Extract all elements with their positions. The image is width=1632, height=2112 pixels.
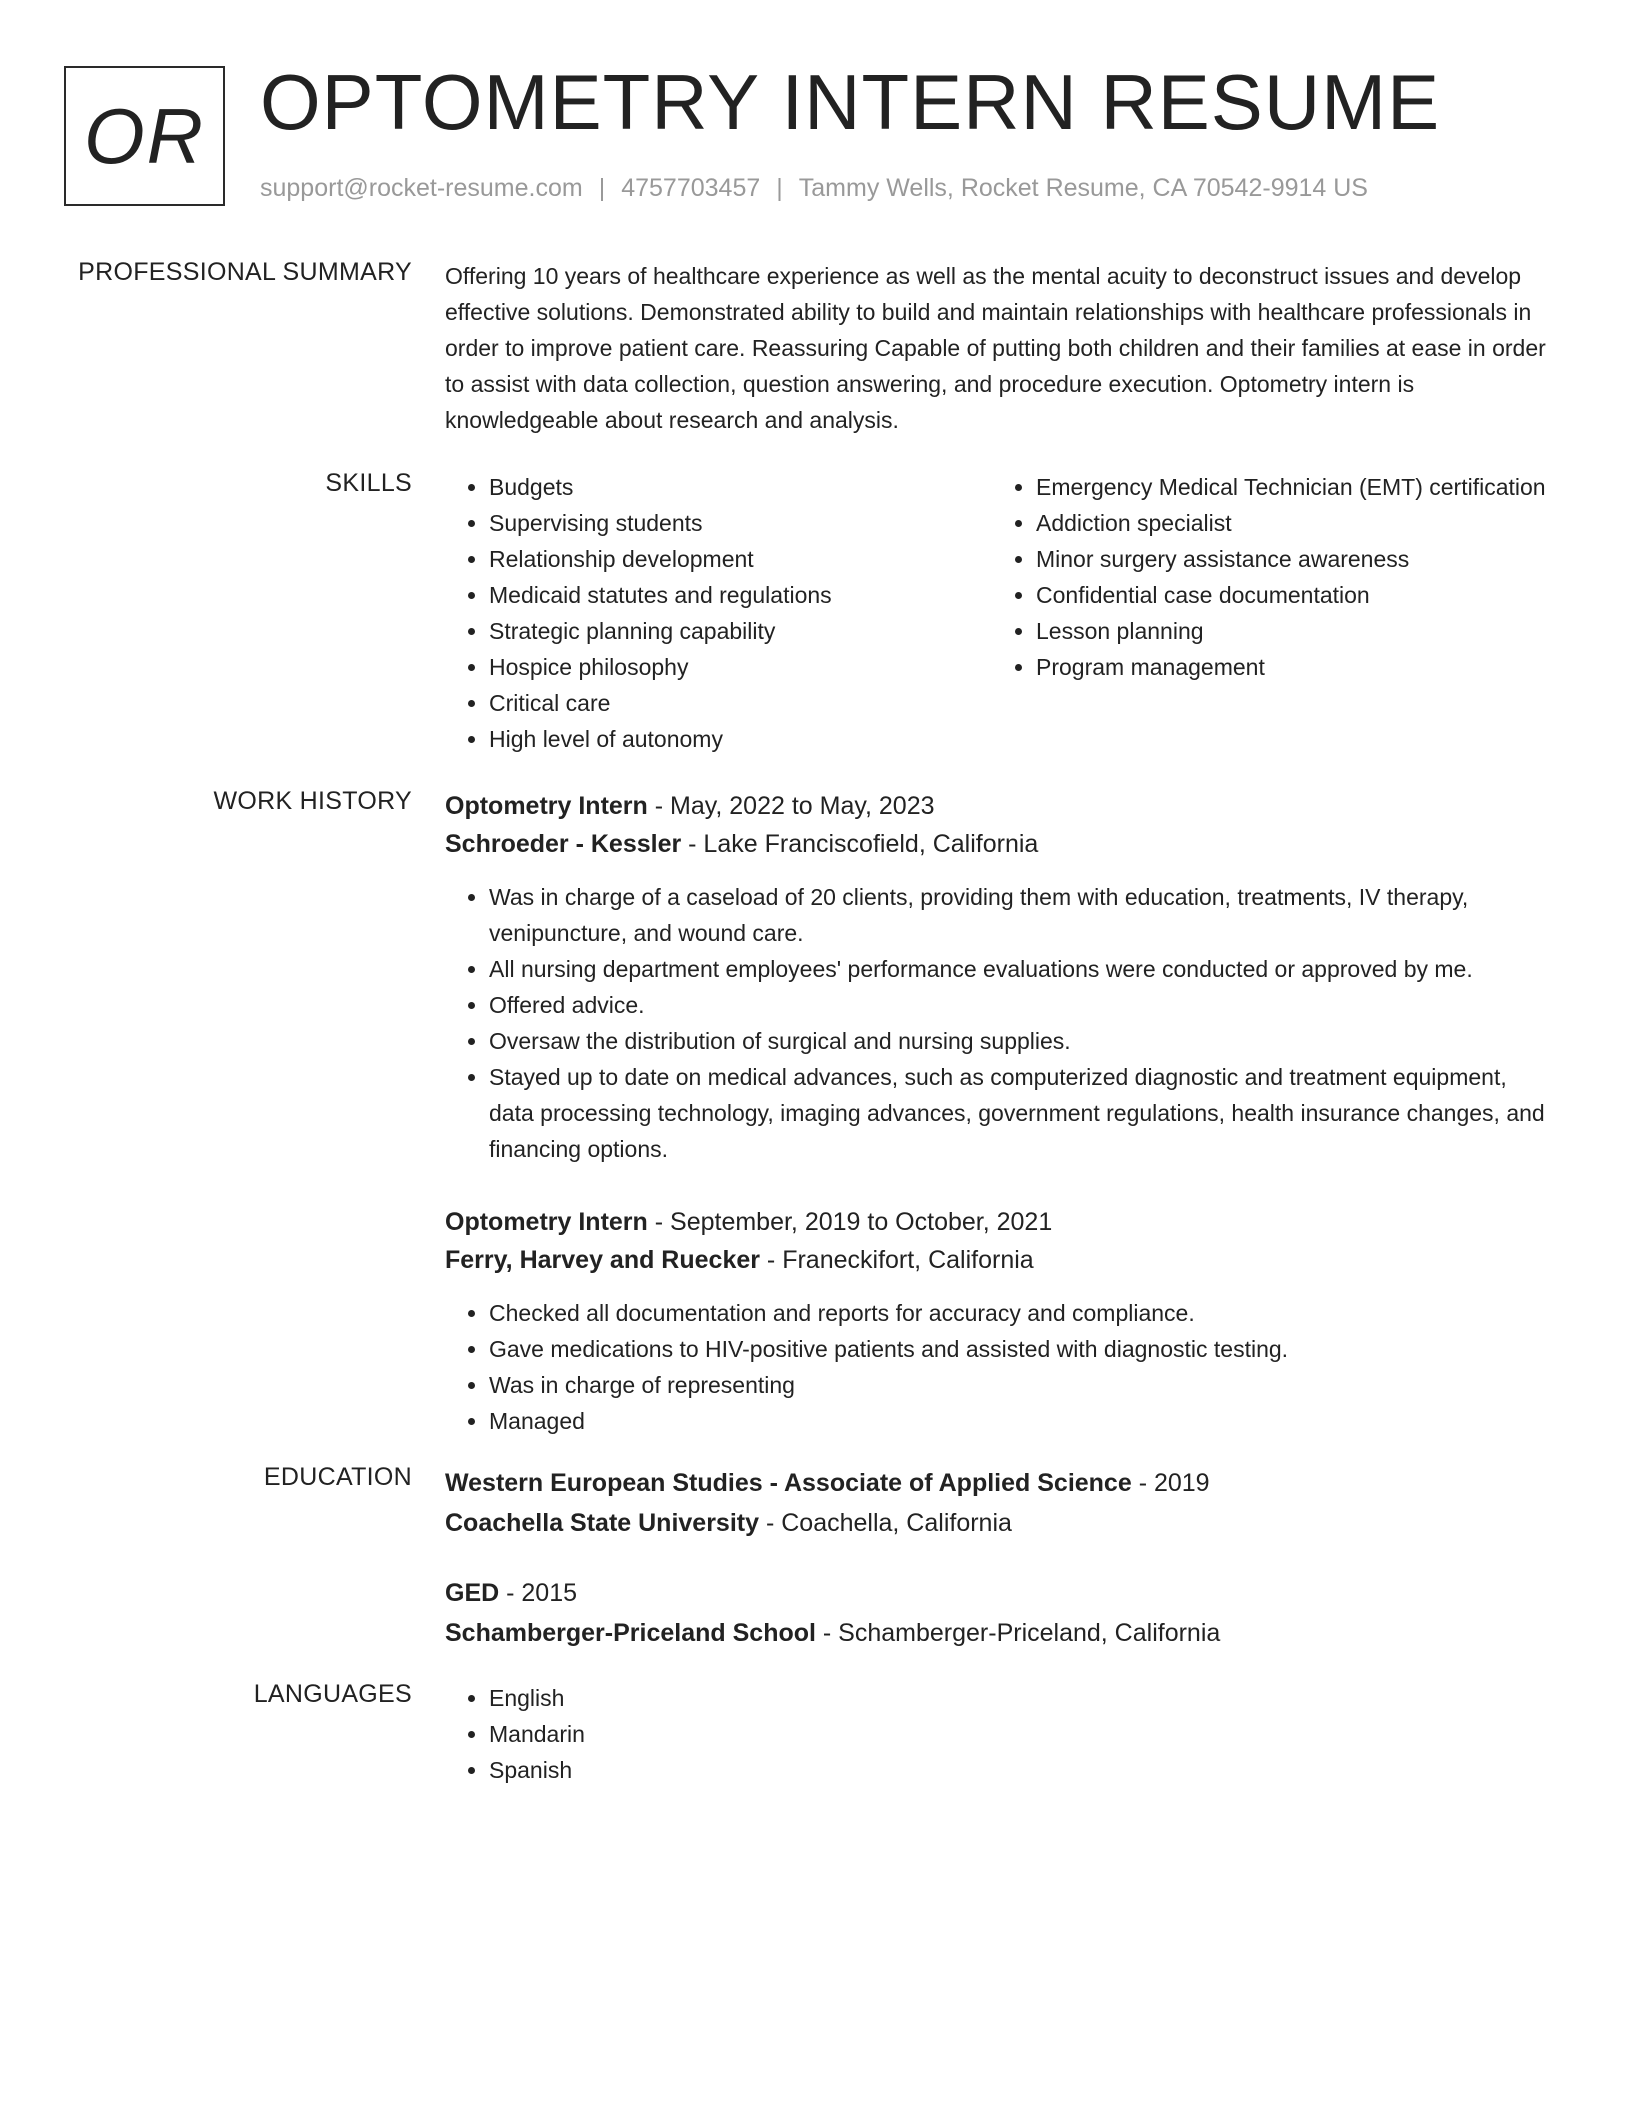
education-school: Schamberger-Priceland School bbox=[445, 1619, 816, 1647]
job-duty: • Offered advice. bbox=[489, 987, 1555, 1023]
job-dates: - September, 2019 to October, 2021 bbox=[647, 1208, 1053, 1236]
job-duty: • All nursing department employees' performance evaluations were conducted or approved by me. bbox=[489, 951, 1555, 987]
education-school: Coachella State University bbox=[445, 1509, 760, 1537]
skills-body bbox=[445, 469, 1555, 757]
education-degree-line bbox=[445, 1463, 1555, 1503]
job-dates: - May, 2022 to May, 2023 bbox=[647, 792, 935, 820]
skills-list bbox=[445, 469, 992, 757]
contact-email: support@rocket-resume.com bbox=[260, 174, 583, 202]
skill-item: • Hospice philosophy bbox=[489, 649, 992, 685]
skill-item: • Supervising students bbox=[489, 505, 992, 541]
job-duty: • Managed bbox=[489, 1403, 1555, 1439]
education-degree: GED bbox=[445, 1579, 500, 1607]
job-company-line bbox=[445, 825, 1555, 863]
job-location: - Lake Franciscofield, California bbox=[681, 830, 1039, 858]
job-title-line bbox=[445, 787, 1555, 825]
education-entry bbox=[445, 1463, 1555, 1543]
job-duties-list bbox=[445, 879, 1555, 1167]
language-item: • English bbox=[489, 1680, 1555, 1716]
contact-line bbox=[260, 174, 1368, 203]
job-duty: • Checked all documentation and reports for accuracy and compliance. bbox=[489, 1295, 1555, 1331]
skills-column-2 bbox=[992, 469, 1555, 757]
education-school-line bbox=[445, 1503, 1555, 1543]
skill-item: • Lesson planning bbox=[1036, 613, 1555, 649]
job-company: Ferry, Harvey and Ruecker bbox=[445, 1246, 760, 1274]
work-history-body bbox=[445, 787, 1555, 1475]
education-year: - 2015 bbox=[499, 1579, 578, 1607]
job-company-line bbox=[445, 1241, 1555, 1279]
skill-item: • Confidential case documentation bbox=[1036, 577, 1555, 613]
section-label-summary: PROFESSIONAL SUMMARY bbox=[78, 258, 412, 286]
job-title: Optometry Intern bbox=[445, 792, 648, 820]
summary-text: Offering 10 years of healthcare experience as well as the mental acuity to deconstruct issues and develop effective solutions. Demonstrated ability to build and maintain relationships with healthcare professionals in order to improve patient care. Reassuring Capable of putting both children and their families at ease in order to assist with data collection, question answering, and procedure execution. Optometry intern is knowledgeable about research and analysis. bbox=[445, 263, 1546, 433]
language-item: • Spanish bbox=[489, 1752, 1555, 1788]
education-degree: Western European Studies - Associate of Applied Science bbox=[445, 1469, 1132, 1497]
section-label-languages: LANGUAGES bbox=[253, 1680, 412, 1708]
job-duty: • Gave medications to HIV-positive patients and assisted with diagnostic testing. bbox=[489, 1331, 1555, 1367]
job-company: Schroeder - Kessler bbox=[445, 830, 682, 858]
skill-item: • Minor surgery assistance awareness bbox=[1036, 541, 1555, 577]
languages-list bbox=[445, 1680, 1555, 1788]
skill-item: • Program management bbox=[1036, 649, 1555, 685]
skill-item: • Emergency Medical Technician (EMT) certification bbox=[1036, 469, 1555, 505]
job-duties-list bbox=[445, 1295, 1555, 1439]
job-duty: • Stayed up to date on medical advances, such as computerized diagnostic and treatment equipment, data processing technology, imaging advances, government regulations, health insurance changes, and financing options. bbox=[489, 1059, 1555, 1167]
skills-list bbox=[992, 469, 1555, 685]
skills-column-1 bbox=[445, 469, 992, 757]
education-location: - Schamberger-Priceland, California bbox=[815, 1619, 1221, 1647]
skill-item: • Budgets bbox=[489, 469, 992, 505]
resume-title: OPTOMETRY INTERN RESUME bbox=[260, 58, 1441, 146]
education-degree-line bbox=[445, 1573, 1555, 1613]
education-body bbox=[445, 1463, 1555, 1683]
skill-item: • Strategic planning capability bbox=[489, 613, 992, 649]
summary-body bbox=[445, 258, 1555, 438]
skill-item: • Critical care bbox=[489, 685, 992, 721]
job-duty: • Was in charge of a caseload of 20 clients, providing them with education, treatments, IV therapy, venipuncture, and wound care. bbox=[489, 879, 1555, 951]
contact-separator: | bbox=[776, 174, 783, 202]
section-label-education: EDUCATION bbox=[263, 1463, 412, 1491]
contact-separator: | bbox=[598, 174, 606, 202]
languages-body bbox=[445, 1680, 1555, 1788]
job-title-line bbox=[445, 1203, 1555, 1241]
skill-item: • Medicaid statutes and regulations bbox=[489, 577, 992, 613]
job-entry bbox=[445, 1203, 1555, 1439]
education-school-line bbox=[445, 1613, 1555, 1653]
section-label-work: WORK HISTORY bbox=[213, 787, 412, 815]
job-duty: • Was in charge of representing bbox=[489, 1367, 1555, 1403]
job-duty: • Oversaw the distribution of surgical and nursing supplies. bbox=[489, 1023, 1555, 1059]
section-label-skills: SKILLS bbox=[325, 469, 412, 497]
monogram-text: OR bbox=[84, 91, 205, 180]
education-year: - 2019 bbox=[1131, 1469, 1210, 1497]
job-entry bbox=[445, 787, 1555, 1167]
contact-phone: 4757703457 bbox=[621, 174, 761, 202]
job-title: Optometry Intern bbox=[445, 1208, 648, 1236]
skill-item: • Relationship development bbox=[489, 541, 992, 577]
education-entry bbox=[445, 1573, 1555, 1653]
contact-address: Tammy Wells, Rocket Resume, CA 70542-9914 US bbox=[798, 174, 1368, 202]
job-location: - Franeckifort, California bbox=[759, 1246, 1034, 1274]
education-location: - Coachella, California bbox=[759, 1509, 1012, 1537]
language-item: • Mandarin bbox=[489, 1716, 1555, 1752]
skill-item: • High level of autonomy bbox=[489, 721, 992, 757]
skill-item: • Addiction specialist bbox=[1036, 505, 1555, 541]
monogram-box bbox=[64, 66, 225, 206]
